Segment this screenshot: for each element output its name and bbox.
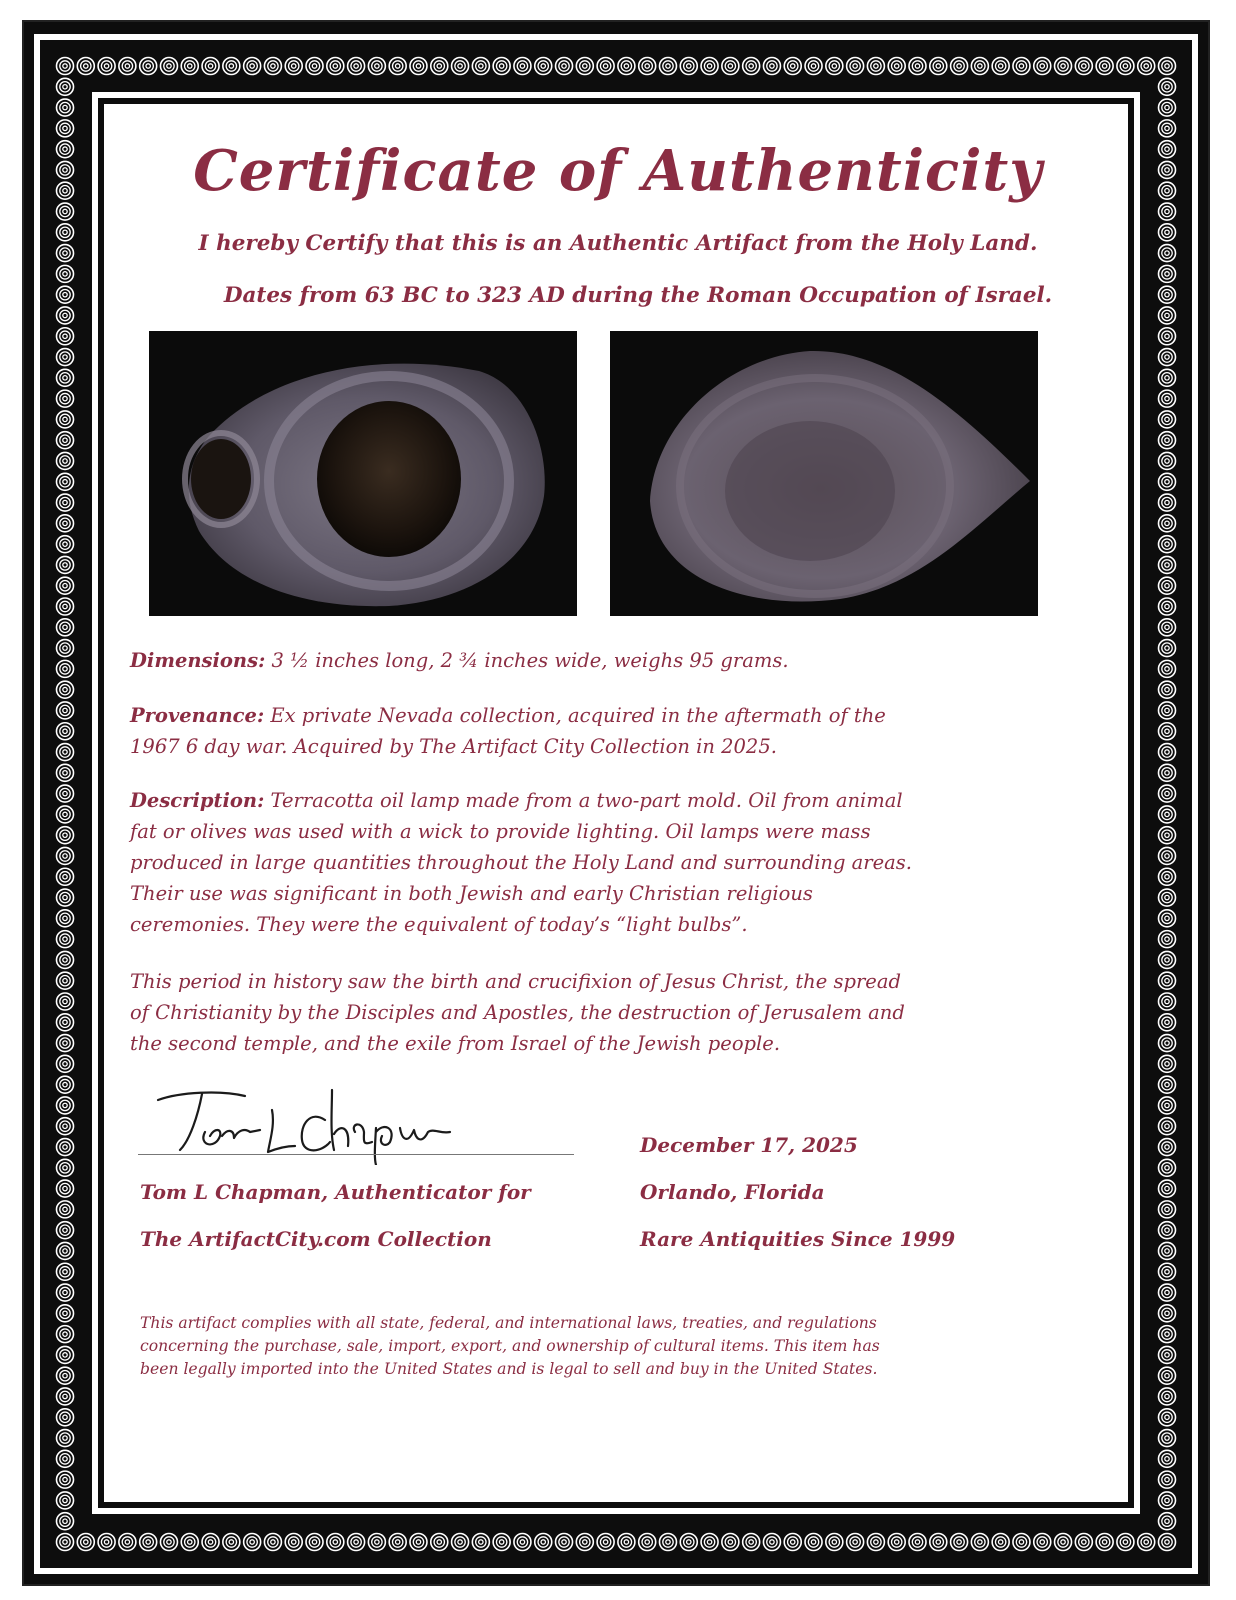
border-ring-ornament — [57, 203, 74, 220]
border-ring-ornament — [1117, 1534, 1134, 1551]
border-ring-ornament — [1159, 972, 1176, 989]
border-ring-ornament — [57, 1409, 74, 1426]
border-ring-ornament — [1034, 1534, 1051, 1551]
border-ring-ornament — [1159, 847, 1176, 864]
border-ring-ornament — [57, 577, 74, 594]
border-ring-ornament — [202, 58, 219, 75]
border-ring-ornament — [57, 806, 74, 823]
border-ring-ornament — [1138, 58, 1155, 75]
border-ring-ornament — [285, 58, 302, 75]
border-ring-ornament — [57, 1388, 74, 1405]
border-ring-ornament — [57, 1305, 74, 1322]
border-ring-ornament — [1055, 58, 1072, 75]
border-ring-ornament — [847, 58, 864, 75]
history-section — [130, 966, 1060, 1059]
signature-line — [138, 1154, 574, 1155]
border-ring-ornament — [556, 58, 573, 75]
border-ring-ornament — [389, 58, 406, 75]
dimensions-label: Dimensions: — [130, 649, 266, 672]
border-ring-ornament — [181, 58, 198, 75]
border-ring-ornament — [1159, 744, 1176, 761]
border-ring-ornament — [98, 1534, 115, 1551]
border-ring-ornament — [1159, 536, 1176, 553]
border-ring-ornament — [119, 58, 136, 75]
border-ring-ornament — [57, 660, 74, 677]
border-ring-ornament — [1159, 494, 1176, 511]
border-ring-ornament — [680, 58, 697, 75]
border-ring-ornament — [57, 473, 74, 490]
provenance-line-2: 1967 6 day war. Acquired by The Artifact City Collection in 2025. — [130, 735, 777, 758]
handwritten-signature — [150, 1070, 500, 1165]
border-ring-ornament — [57, 1513, 74, 1530]
border-ring-ornament — [1159, 660, 1176, 677]
legal-disclaimer — [140, 1312, 1050, 1381]
border-ring-ornament — [348, 58, 365, 75]
border-ring-ornament — [1159, 58, 1176, 75]
dimensions-section — [130, 645, 1060, 676]
border-ring-ornament — [1159, 328, 1176, 345]
border-ring-ornament — [57, 411, 74, 428]
border-ring-ornament — [951, 58, 968, 75]
border-ring-ornament — [971, 1534, 988, 1551]
authenticator-name: Tom L Chapman, Authenticator for — [140, 1180, 531, 1204]
border-ring-ornament — [327, 1534, 344, 1551]
border-ring-ornament — [1096, 1534, 1113, 1551]
border-ring-ornament — [1159, 1450, 1176, 1467]
border-ring-ornament — [244, 1534, 261, 1551]
border-ring-ornament — [57, 619, 74, 636]
description-line-2: fat or olives was used with a wick to provide lighting. Oil lamps were mass — [130, 820, 871, 843]
border-ring-ornament — [888, 58, 905, 75]
border-ring-ornament — [1159, 1326, 1176, 1343]
border-ring-ornament — [1159, 369, 1176, 386]
border-ring-ornament — [57, 1222, 74, 1239]
border-ring-ornament — [57, 1035, 74, 1052]
border-ring-ornament — [909, 1534, 926, 1551]
border-ring-ornament — [57, 1014, 74, 1031]
border-ring-ornament — [1159, 951, 1176, 968]
border-ring-ornament — [722, 1534, 739, 1551]
border-ring-ornament — [556, 1534, 573, 1551]
border-ring-ornament — [77, 58, 94, 75]
border-ring-ornament — [57, 785, 74, 802]
certificate-title: Certificate of Authenticity — [193, 138, 1043, 204]
border-ring-ornament — [57, 452, 74, 469]
description-line-1: Terracotta oil lamp made from a two-part mold. Oil from animal — [270, 789, 903, 812]
border-ring-ornament — [639, 58, 656, 75]
border-ring-ornament — [57, 494, 74, 511]
border-ring-ornament — [1159, 1409, 1176, 1426]
border-ring-ornament — [1159, 1201, 1176, 1218]
description-line-3: produced in large quantities throughout the Holy Land and surrounding areas. — [130, 851, 912, 874]
border-ring-ornament — [514, 58, 531, 75]
border-ring-ornament — [223, 58, 240, 75]
border-ring-ornament — [535, 1534, 552, 1551]
border-ring-ornament — [306, 1534, 323, 1551]
border-ring-ornament — [1159, 1388, 1176, 1405]
border-ring-ornament — [264, 58, 281, 75]
border-ring-ornament — [1096, 58, 1113, 75]
border-ring-ornament — [1159, 577, 1176, 594]
border-ring-ornament — [1159, 1242, 1176, 1259]
border-ring-ornament — [57, 1326, 74, 1343]
border-ring-ornament — [1159, 78, 1176, 95]
border-ring-ornament — [618, 58, 635, 75]
border-ring-ornament — [57, 265, 74, 282]
border-ring-ornament — [930, 1534, 947, 1551]
dimensions-text: 3 ½ inches long, 2 ¾ inches wide, weighs 95 grams. — [271, 649, 789, 672]
border-ring-ornament — [867, 1534, 884, 1551]
border-ring-ornament — [930, 58, 947, 75]
border-ring-ornament — [1034, 58, 1051, 75]
border-ring-ornament — [1138, 1534, 1155, 1551]
border-ring-ornament — [1159, 1367, 1176, 1384]
certificate-location: Orlando, Florida — [640, 1180, 825, 1204]
border-ring-ornament — [992, 58, 1009, 75]
description-section — [130, 785, 1060, 940]
border-ring-ornament — [1159, 432, 1176, 449]
border-ring-ornament — [514, 1534, 531, 1551]
border-ring-ornament — [57, 1284, 74, 1301]
border-ring-ornament — [1159, 1534, 1176, 1551]
border-ring-ornament — [1159, 993, 1176, 1010]
border-ring-ornament — [57, 390, 74, 407]
border-ring-ornament — [57, 1076, 74, 1093]
border-ring-ornament — [1159, 1076, 1176, 1093]
border-ring-ornament — [1159, 598, 1176, 615]
border-ring-ornament — [57, 369, 74, 386]
border-ring-ornament — [57, 1055, 74, 1072]
border-ring-ornament — [1159, 265, 1176, 282]
border-ring-ornament — [1159, 640, 1176, 657]
border-ring-ornament — [244, 58, 261, 75]
border-ring-ornament — [493, 1534, 510, 1551]
border-ring-ornament — [57, 1367, 74, 1384]
border-ring-ornament — [431, 1534, 448, 1551]
border-ring-ornament — [1055, 1534, 1072, 1551]
border-ring-ornament — [1075, 1534, 1092, 1551]
border-ring-ornament — [57, 58, 74, 75]
border-ring-ornament — [57, 1201, 74, 1218]
border-ring-ornament — [285, 1534, 302, 1551]
border-ring-ornament — [57, 827, 74, 844]
border-ring-ornament — [57, 889, 74, 906]
border-ring-ornament — [763, 1534, 780, 1551]
border-ring-ornament — [1159, 1222, 1176, 1239]
border-ring-ornament — [452, 1534, 469, 1551]
border-ring-ornament — [867, 58, 884, 75]
date-range-statement: Dates from 63 BC to 323 AD during the Roman Occupation of Israel. — [223, 283, 1053, 308]
border-ring-ornament — [1159, 473, 1176, 490]
border-ring-ornament — [77, 1534, 94, 1551]
border-ring-ornament — [1159, 889, 1176, 906]
border-ring-ornament — [576, 1534, 593, 1551]
border-ring-ornament — [1159, 1014, 1176, 1031]
description-line-5: ceremonies. They were the equivalent of today’s “light bulbs”. — [130, 913, 748, 936]
border-ring-ornament — [659, 1534, 676, 1551]
border-ring-ornament — [1159, 827, 1176, 844]
border-ring-ornament — [1159, 1159, 1176, 1176]
border-ring-ornament — [57, 1180, 74, 1197]
border-ring-ornament — [57, 1450, 74, 1467]
border-ring-ornament — [951, 1534, 968, 1551]
border-ring-ornament — [264, 1534, 281, 1551]
history-line-1: This period in history saw the birth and crucifixion of Jesus Christ, the spread — [130, 970, 901, 993]
border-ring-ornament — [452, 58, 469, 75]
border-ring-ornament — [1159, 785, 1176, 802]
border-ring-ornament — [1159, 1263, 1176, 1280]
provenance-label: Provenance: — [130, 704, 265, 727]
border-ring-ornament — [971, 58, 988, 75]
border-ring-ornament — [1159, 411, 1176, 428]
border-ring-ornament — [57, 681, 74, 698]
border-ring-ornament — [1159, 1513, 1176, 1530]
border-ring-ornament — [1159, 910, 1176, 927]
border-ring-ornament — [306, 58, 323, 75]
border-ring-ornament — [701, 58, 718, 75]
border-ring-ornament — [659, 58, 676, 75]
certify-statement: I hereby Certify that this is an Authentic Artifact from the Holy Land. — [198, 231, 1038, 256]
border-ring-ornament — [1159, 702, 1176, 719]
border-ring-ornament — [743, 58, 760, 75]
border-ring-ornament — [1159, 868, 1176, 885]
border-ring-ornament — [1159, 931, 1176, 948]
border-ring-ornament — [784, 1534, 801, 1551]
border-ring-ornament — [1159, 1097, 1176, 1114]
border-ring-ornament — [348, 1534, 365, 1551]
collection-name: The ArtifactCity.com Collection — [140, 1227, 492, 1251]
border-ring-ornament — [618, 1534, 635, 1551]
border-ring-ornament — [57, 723, 74, 740]
border-ring-ornament — [1013, 58, 1030, 75]
description-label: Description: — [130, 789, 265, 812]
description-line-4: Their use was significant in both Jewish and early Christian religious — [130, 882, 813, 905]
border-ring-ornament — [992, 1534, 1009, 1551]
border-ring-ornament — [680, 1534, 697, 1551]
border-ring-ornament — [57, 951, 74, 968]
border-ring-ornament — [223, 1534, 240, 1551]
legal-line-2: concerning the purchase, sale, import, export, and ownership of cultural items. This item has — [140, 1337, 880, 1355]
border-ring-ornament — [1159, 1055, 1176, 1072]
border-ring-ornament — [1159, 1430, 1176, 1447]
border-ring-ornament — [57, 764, 74, 781]
border-ring-ornament — [1159, 120, 1176, 137]
border-ring-ornament — [826, 1534, 843, 1551]
border-ring-ornament — [909, 58, 926, 75]
border-ring-ornament — [1159, 556, 1176, 573]
border-ring-ornament — [639, 1534, 656, 1551]
border-ring-ornament — [368, 58, 385, 75]
border-ring-ornament — [410, 1534, 427, 1551]
certificate-date: December 17, 2025 — [640, 1133, 858, 1157]
border-ring-ornament — [119, 1534, 136, 1551]
border-ring-ornament — [57, 349, 74, 366]
border-ring-ornament — [1075, 58, 1092, 75]
border-ring-ornament — [1159, 452, 1176, 469]
border-ring-ornament — [1159, 681, 1176, 698]
border-ring-ornament — [57, 307, 74, 324]
border-ring-ornament — [57, 1263, 74, 1280]
border-ring-ornament — [57, 972, 74, 989]
border-ring-ornament — [472, 1534, 489, 1551]
border-ring-ornament — [1159, 390, 1176, 407]
border-ring-ornament — [597, 1534, 614, 1551]
border-ring-ornament — [410, 58, 427, 75]
border-ring-ornament — [57, 1492, 74, 1509]
border-ring-ornament — [493, 58, 510, 75]
border-ring-ornament — [57, 1159, 74, 1176]
border-ring-ornament — [57, 99, 74, 116]
border-ring-ornament — [1159, 619, 1176, 636]
border-ring-ornament — [1013, 1534, 1030, 1551]
border-ring-ornament — [1159, 806, 1176, 823]
border-ring-ornament — [535, 58, 552, 75]
border-ring-ornament — [140, 1534, 157, 1551]
border-ring-ornament — [743, 1534, 760, 1551]
border-ring-ornament — [327, 58, 344, 75]
border-ring-ornament — [57, 702, 74, 719]
border-ring-ornament — [368, 1534, 385, 1551]
border-ring-ornament — [1159, 1471, 1176, 1488]
border-ring-ornament — [472, 58, 489, 75]
artifact-photo-top — [149, 331, 577, 616]
border-ring-ornament — [160, 58, 177, 75]
artifact-photo-bottom — [610, 331, 1038, 616]
history-line-3: the second temple, and the exile from Israel of the Jewish people. — [130, 1032, 781, 1055]
border-ring-ornament — [57, 1118, 74, 1135]
border-ring-ornament — [57, 515, 74, 532]
border-ring-ornament — [389, 1534, 406, 1551]
provenance-line-1: Ex private Nevada collection, acquired in the aftermath of the — [270, 704, 886, 727]
border-ring-ornament — [57, 931, 74, 948]
border-ring-ornament — [57, 1139, 74, 1156]
border-ring-ornament — [57, 1242, 74, 1259]
border-ring-ornament — [1159, 1284, 1176, 1301]
legal-line-3: been legally imported into the United States and is legal to sell and buy in the United States. — [140, 1360, 878, 1378]
border-ring-ornament — [1159, 307, 1176, 324]
company-tagline: Rare Antiquities Since 1999 — [640, 1227, 956, 1251]
border-ring-ornament — [57, 868, 74, 885]
border-ring-ornament — [57, 910, 74, 927]
border-ring-ornament — [57, 1346, 74, 1363]
border-ring-ornament — [57, 847, 74, 864]
border-ring-ornament — [826, 58, 843, 75]
border-ring-ornament — [202, 1534, 219, 1551]
border-ring-ornament — [1159, 1305, 1176, 1322]
history-line-2: of Christianity by the Disciples and Apostles, the destruction of Jerusalem and — [130, 1001, 905, 1024]
border-ring-ornament — [57, 598, 74, 615]
border-ring-ornament — [784, 58, 801, 75]
border-ring-ornament — [576, 58, 593, 75]
border-ring-ornament — [1159, 203, 1176, 220]
border-ring-ornament — [597, 58, 614, 75]
border-ring-ornament — [431, 58, 448, 75]
border-ring-ornament — [1159, 1139, 1176, 1156]
border-ring-ornament — [1117, 58, 1134, 75]
provenance-section — [130, 700, 1060, 762]
legal-line-1: This artifact complies with all state, federal, and international laws, treaties, and regulations — [140, 1314, 877, 1332]
border-ring-ornament — [57, 1534, 74, 1551]
border-ring-ornament — [847, 1534, 864, 1551]
border-ring-ornament — [763, 58, 780, 75]
border-ring-ornament — [57, 328, 74, 345]
border-ring-ornament — [57, 993, 74, 1010]
border-ring-ornament — [57, 1430, 74, 1447]
border-ring-ornament — [57, 432, 74, 449]
border-ring-ornament — [722, 58, 739, 75]
border-ring-ornament — [1159, 723, 1176, 740]
border-ring-ornament — [1159, 99, 1176, 116]
border-ring-ornament — [57, 120, 74, 137]
border-ring-ornament — [140, 58, 157, 75]
border-ring-ornament — [1159, 764, 1176, 781]
border-ring-ornament — [805, 1534, 822, 1551]
border-ring-ornament — [1159, 349, 1176, 366]
border-ring-ornament — [1159, 1035, 1176, 1052]
border-ring-ornament — [1159, 1180, 1176, 1197]
border-ring-ornament — [701, 1534, 718, 1551]
border-ring-ornament — [888, 1534, 905, 1551]
border-ring-ornament — [1159, 1118, 1176, 1135]
border-ring-ornament — [1159, 515, 1176, 532]
border-ring-ornament — [1159, 1346, 1176, 1363]
border-ring-ornament — [57, 536, 74, 553]
border-ring-ornament — [805, 58, 822, 75]
border-ring-ornament — [160, 1534, 177, 1551]
border-ring-ornament — [57, 1097, 74, 1114]
border-ring-ornament — [181, 1534, 198, 1551]
border-ring-ornament — [98, 58, 115, 75]
border-ring-ornament — [57, 78, 74, 95]
border-ring-ornament — [57, 1471, 74, 1488]
border-ring-ornament — [57, 744, 74, 761]
border-ring-ornament — [57, 556, 74, 573]
border-ring-ornament — [1159, 1492, 1176, 1509]
border-ring-ornament — [57, 640, 74, 657]
